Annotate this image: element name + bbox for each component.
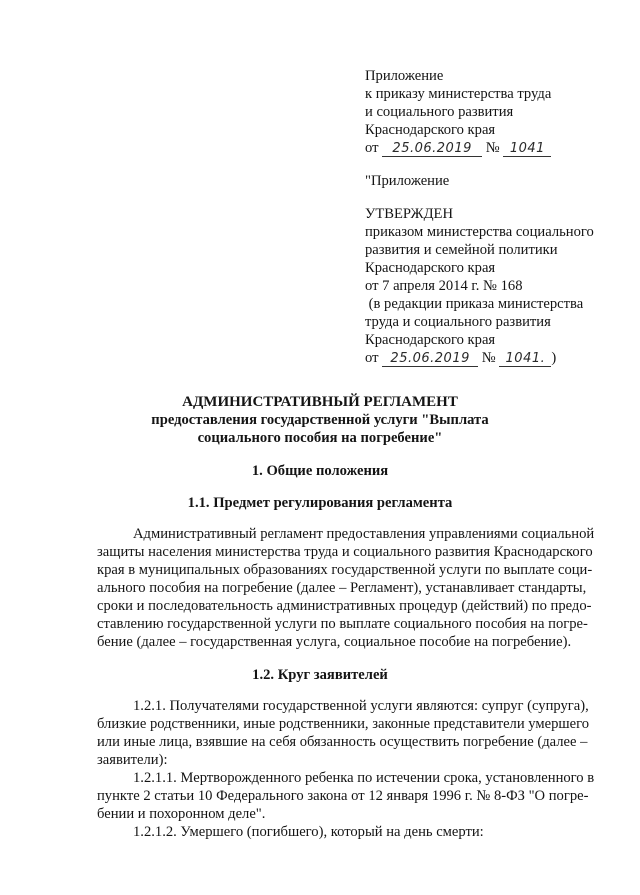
number-prefix: №: [485, 140, 500, 156]
paragraph-line: Административный регламент предоставления управлениями социальной: [133, 526, 595, 542]
paragraph-line: края в муниципальных образованиях государственной услуги по выплате соци-: [97, 562, 593, 578]
section-heading-subject: 1.1. Предмет регулирования регламента: [187, 495, 453, 511]
approved-line-7: труда и социального развития: [365, 314, 551, 330]
appendix-order-line: к приказу министерства труда: [365, 86, 552, 102]
paragraph-line: 1.2.1.1. Мертворожденного ребенка по истечении срока, установленного в: [133, 770, 595, 786]
appendix-region-line: Краснодарского края: [365, 122, 496, 138]
paragraph-line: близкие родственники, иные родственники, законные представители умершего: [97, 716, 590, 732]
handwritten-date: 25.06.2019: [382, 141, 482, 157]
approved-heading: УТВЕРЖДЕН: [365, 206, 453, 222]
number-prefix: №: [481, 350, 496, 366]
document-subtitle-1: предоставления государственной услуги "Выплата: [151, 412, 489, 428]
paragraph-line: пункте 2 статьи 10 Федерального закона от 12 января 1996 г. № 8-ФЗ "О погре-: [97, 788, 589, 804]
paragraph-deceased: 1.2.1.2. Умершего (погибшего), который на день смерти:: [133, 824, 484, 840]
paragraph-line: 1.2.1. Получателями государственной услуги являются: супруг (супруга),: [133, 698, 589, 714]
approved-line-8: Краснодарского края: [365, 332, 496, 348]
approved-line-4: Краснодарского края: [365, 260, 496, 276]
appendix-label: Приложение: [365, 68, 444, 84]
appendix-ministry-line: и социального развития: [365, 104, 514, 120]
document-title: АДМИНИСТРАТИВНЫЙ РЕГЛАМЕНТ: [182, 394, 458, 410]
paragraph-line: бение (далее – государственная услуга, социальное пособие на погребение).: [97, 634, 572, 650]
paragraph-line: или иные лица, взявшие на себя обязанность осуществить погребение (далее –: [97, 734, 588, 750]
paragraph-line: защиты населения министерства труда и социального развития Краснодарского: [97, 544, 593, 560]
date-prefix: от: [365, 140, 379, 156]
handwritten-number: 1041: [503, 141, 551, 157]
approved-line-5: от 7 апреля 2014 г. № 168: [365, 278, 523, 294]
closing-paren: ): [551, 350, 557, 366]
date-prefix: от: [365, 350, 379, 366]
appendix-date-line: [365, 139, 551, 157]
document-subtitle-2: социального пособия на погребение": [197, 430, 443, 446]
paragraph-line: ального пособия на погребение (далее – Регламент), устанавливает стандарты,: [97, 580, 587, 596]
approved-date-line: [365, 349, 556, 367]
handwritten-date: 25.06.2019: [382, 351, 478, 367]
approved-line-6: (в редакции приказа министерства: [365, 296, 584, 312]
paragraph-line: ставлению государственной услуги по выплате социального пособия на погре-: [97, 616, 588, 632]
paragraph-line: сроки и последовательность административных процедур (действий) по предо-: [97, 598, 592, 614]
appendix-quote-label: "Приложение: [365, 173, 450, 189]
section-heading-general: 1. Общие положения: [251, 463, 389, 479]
section-heading-applicants: 1.2. Круг заявителей: [252, 667, 388, 683]
approved-line-2: приказом министерства социального: [365, 224, 594, 240]
paragraph-line: бении и похоронном деле".: [97, 806, 266, 822]
approved-line-3: развития и семейной политики: [365, 242, 558, 258]
handwritten-number: 1041.: [499, 351, 551, 367]
paragraph-line: заявители):: [97, 752, 168, 768]
